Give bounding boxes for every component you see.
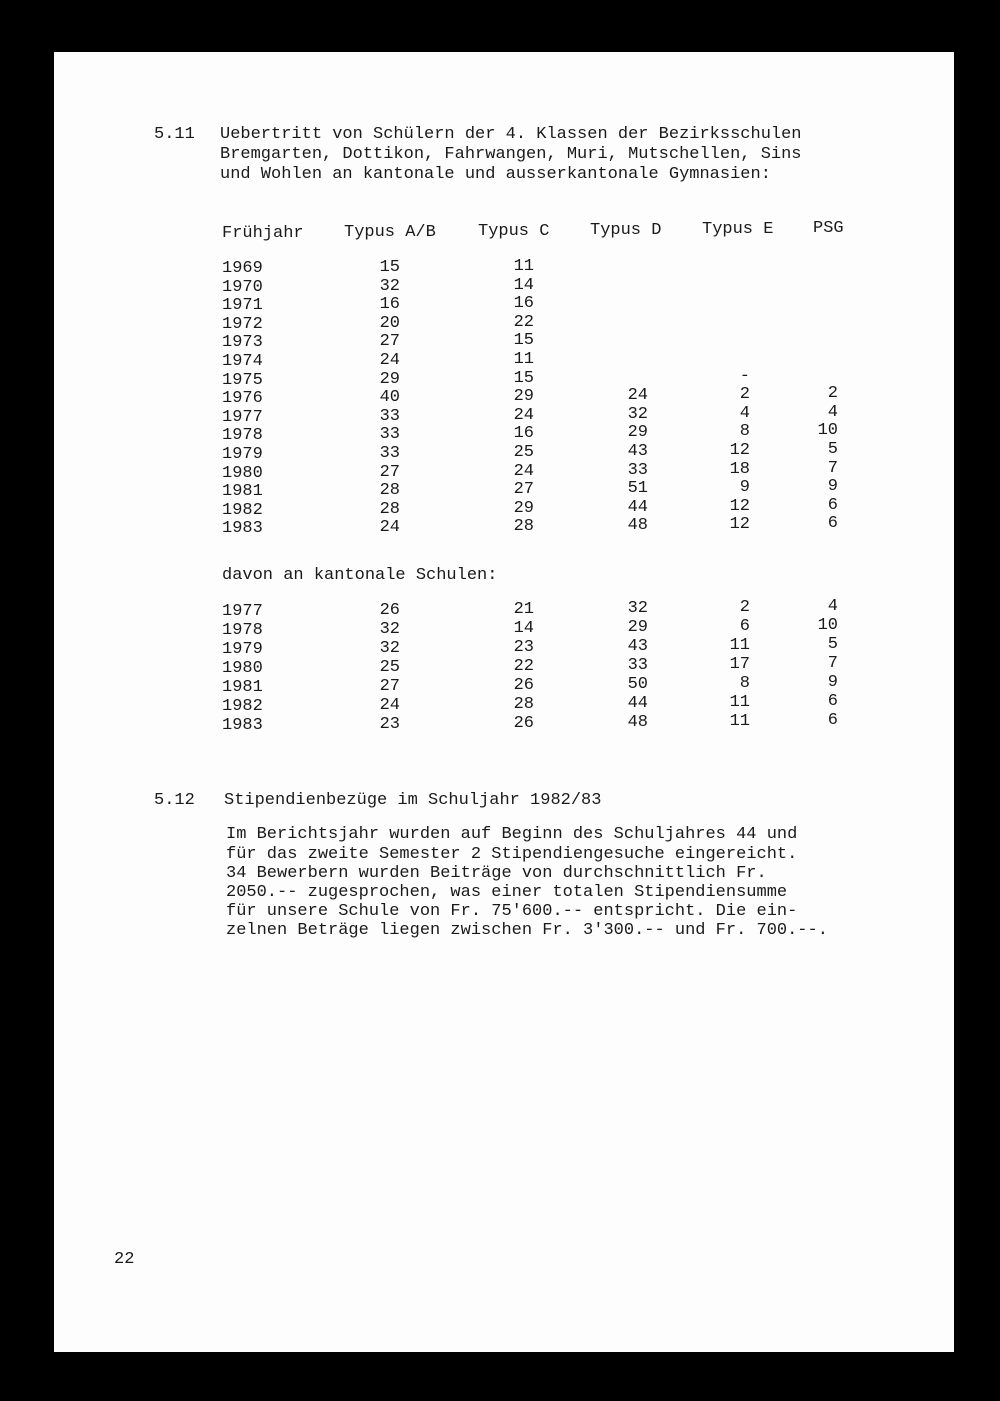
cell-psg: 7 xyxy=(827,654,838,673)
subheading-kantonale: davon an kantonale Schulen: xyxy=(222,566,498,585)
cell-typus-c: 11 xyxy=(513,257,534,276)
cell-typus-e: 18 xyxy=(729,459,750,479)
cell-year: 1982 xyxy=(222,500,263,520)
cell-year: 1982 xyxy=(222,697,263,716)
cell-typus-c: 16 xyxy=(513,294,534,314)
cell-year: 1983 xyxy=(222,519,263,539)
cell-year: 1977 xyxy=(222,407,263,427)
cell-typus-ab: 24 xyxy=(379,696,400,715)
cell-year: 1973 xyxy=(222,333,263,353)
cell-typus-ab: 27 xyxy=(379,677,400,696)
cell-typus-e: 17 xyxy=(729,655,750,674)
cell-psg: 4 xyxy=(827,402,838,422)
cell-typus-e: 4 xyxy=(739,403,750,423)
cell-typus-c: 29 xyxy=(513,498,534,518)
cell-typus-e: 11 xyxy=(729,693,750,712)
cell-psg: 7 xyxy=(827,458,838,478)
cell-typus-ab: 26 xyxy=(379,601,400,620)
cell-typus-d: 48 xyxy=(627,713,648,732)
cell-typus-c: 16 xyxy=(513,424,534,444)
cell-typus-ab: 28 xyxy=(379,499,400,519)
cell-typus-e: 2 xyxy=(739,598,750,617)
cell-typus-e: 11 xyxy=(729,712,750,731)
cell-typus-c: 14 xyxy=(513,619,534,638)
cell-typus-c: 28 xyxy=(513,517,534,537)
cell-typus-c: 22 xyxy=(513,657,534,676)
paragraph-line-2: für das zweite Semester 2 Stipendiengesuche eingereicht. xyxy=(226,845,798,864)
header-fruehjahr: Frühjahr xyxy=(222,224,304,243)
cell-typus-ab: 27 xyxy=(379,462,400,482)
cell-typus-c: 22 xyxy=(513,312,534,332)
cell-typus-ab: 23 xyxy=(379,715,400,734)
cell-year: 1979 xyxy=(222,445,263,464)
cell-typus-c: 25 xyxy=(513,443,534,462)
cell-typus-d: 43 xyxy=(627,637,648,656)
cell-year: 1969 xyxy=(222,259,263,278)
header-typus-d: Typus D xyxy=(590,221,662,240)
cell-typus-c: 29 xyxy=(513,387,534,407)
cell-typus-d: 51 xyxy=(627,479,648,499)
cell-psg: 2 xyxy=(827,384,838,404)
cell-typus-d: 43 xyxy=(627,442,648,461)
cell-year: 1977 xyxy=(222,602,263,621)
cell-typus-ab: 24 xyxy=(379,518,400,538)
cell-psg: 6 xyxy=(827,495,838,515)
cell-typus-d: 24 xyxy=(627,386,648,406)
cell-typus-c: 26 xyxy=(513,676,534,695)
cell-typus-d: 44 xyxy=(627,694,648,713)
cell-typus-c: 11 xyxy=(513,350,534,369)
cell-typus-c: 14 xyxy=(513,275,534,295)
cell-typus-e: 6 xyxy=(739,617,750,636)
cell-typus-ab: 25 xyxy=(379,658,400,677)
cell-year: 1971 xyxy=(222,296,263,316)
cell-typus-d: 50 xyxy=(627,675,648,694)
cell-typus-ab: 16 xyxy=(379,295,400,315)
cell-typus-d: 29 xyxy=(627,423,648,443)
cell-year: 1970 xyxy=(222,277,263,297)
section-512-title: Stipendienbezüge im Schuljahr 1982/83 xyxy=(224,791,602,810)
cell-psg: 4 xyxy=(827,597,838,616)
cell-typus-d: 32 xyxy=(627,404,648,424)
cell-typus-c: 27 xyxy=(513,480,534,500)
header-typus-ab: Typus A/B xyxy=(344,223,436,242)
cell-typus-ab: 20 xyxy=(379,313,400,333)
cell-typus-ab: 33 xyxy=(379,444,400,463)
cell-typus-e: 12 xyxy=(729,515,750,535)
cell-typus-d: 33 xyxy=(627,656,648,675)
cell-typus-c: 23 xyxy=(513,638,534,657)
cell-typus-c: 15 xyxy=(513,331,534,351)
cell-typus-ab: 29 xyxy=(379,369,400,389)
cell-typus-ab: 15 xyxy=(379,258,400,277)
cell-year: 1983 xyxy=(222,716,263,735)
cell-typus-ab: 24 xyxy=(379,351,400,370)
cell-year: 1980 xyxy=(222,463,263,483)
cell-year: 1976 xyxy=(222,389,263,409)
cell-psg: 6 xyxy=(827,711,838,730)
cell-year: 1975 xyxy=(222,370,263,390)
cell-typus-e: 11 xyxy=(729,636,750,655)
cell-year: 1978 xyxy=(222,621,263,640)
cell-psg: 5 xyxy=(827,440,838,459)
cell-year: 1978 xyxy=(222,426,263,446)
cell-typus-d: 32 xyxy=(627,599,648,618)
cell-typus-c: 21 xyxy=(513,600,534,619)
cell-year: 1980 xyxy=(222,659,263,678)
cell-year: 1974 xyxy=(222,352,263,371)
cell-typus-e: 8 xyxy=(739,422,750,442)
section-511-title-line-2: Bremgarten, Dottikon, Fahrwangen, Muri, Mutschellen, Sins xyxy=(220,145,802,164)
cell-typus-ab: 40 xyxy=(379,388,400,408)
cell-typus-ab: 33 xyxy=(379,425,400,445)
cell-typus-d: 29 xyxy=(627,618,648,637)
cell-typus-ab: 33 xyxy=(379,406,400,426)
cell-typus-e: 8 xyxy=(739,674,750,693)
cell-typus-e: 12 xyxy=(729,496,750,516)
paragraph-line-5: für unsere Schule von Fr. 75'600.-- entspricht. Die ein- xyxy=(226,902,798,921)
cell-typus-e: 2 xyxy=(739,385,750,405)
cell-typus-c: 28 xyxy=(513,695,534,714)
cell-typus-d: 48 xyxy=(627,516,648,536)
cell-psg: 10 xyxy=(817,616,838,635)
header-typus-e: Typus E xyxy=(702,220,774,239)
cell-typus-c: 15 xyxy=(513,368,534,388)
cell-typus-e: - xyxy=(739,366,750,386)
cell-typus-c: 26 xyxy=(513,714,534,733)
cell-typus-e: 12 xyxy=(729,441,750,460)
cell-typus-ab: 27 xyxy=(379,332,400,352)
cell-typus-ab: 32 xyxy=(379,276,400,296)
section-511-title-line-3: und Wohlen an kantonale und ausserkantonale Gymnasien: xyxy=(220,165,771,184)
header-psg: PSG xyxy=(813,219,844,238)
cell-typus-ab: 32 xyxy=(379,620,400,639)
cell-year: 1981 xyxy=(222,482,263,502)
cell-psg: 6 xyxy=(827,692,838,711)
cell-typus-c: 24 xyxy=(513,461,534,481)
cell-typus-d: 44 xyxy=(627,497,648,517)
cell-psg: 9 xyxy=(827,673,838,692)
cell-typus-c: 24 xyxy=(513,405,534,425)
cell-year: 1972 xyxy=(222,314,263,334)
section-511-title-line-1: Uebertritt von Schülern der 4. Klassen der Bezirksschulen xyxy=(220,125,802,144)
cell-psg: 6 xyxy=(827,514,838,534)
cell-typus-ab: 28 xyxy=(379,481,400,501)
cell-typus-ab: 32 xyxy=(379,639,400,658)
section-511-number: 5.11 xyxy=(154,125,195,144)
cell-typus-e: 9 xyxy=(739,478,750,498)
cell-psg: 9 xyxy=(827,477,838,497)
section-512-number: 5.12 xyxy=(154,791,195,810)
paragraph-line-3: 34 Bewerbern wurden Beiträge von durchschnittlich Fr. xyxy=(226,864,767,883)
paragraph-line-4: 2050.-- zugesprochen, was einer totalen Stipendiensumme xyxy=(226,883,788,902)
document-page xyxy=(54,52,954,1352)
paragraph-line-6: zelnen Beträge liegen zwischen Fr. 3'300.-- und Fr. 700.--. xyxy=(226,921,828,940)
cell-psg: 5 xyxy=(827,635,838,654)
paragraph-line-1: Im Berichtsjahr wurden auf Beginn des Schuljahres 44 und xyxy=(226,825,798,844)
page-number: 22 xyxy=(114,1250,135,1269)
cell-typus-d: 33 xyxy=(627,460,648,480)
header-typus-c: Typus C xyxy=(478,222,550,241)
cell-year: 1981 xyxy=(222,678,263,697)
cell-psg: 10 xyxy=(817,421,838,441)
cell-year: 1979 xyxy=(222,640,263,659)
